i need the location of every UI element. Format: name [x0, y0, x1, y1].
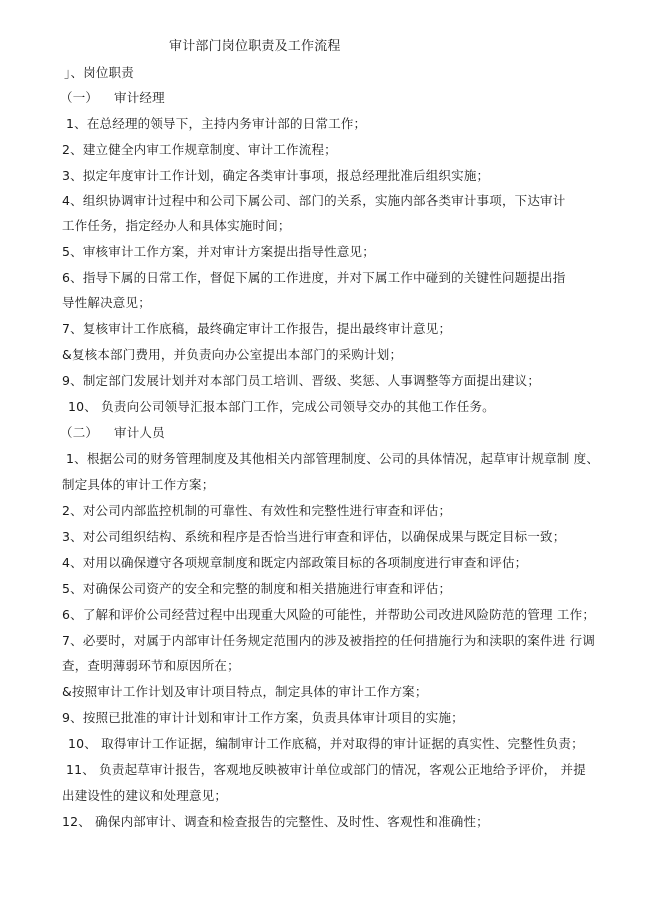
- part1-heading-text: 审计经理: [114, 90, 165, 105]
- part1-item-8: &复核本部门费用，并负责向办公室提出本部门的采购计划；: [62, 347, 403, 362]
- part1-item-4-line2: 工作任务，指定经办人和具体实施时间；: [62, 218, 291, 233]
- part1-item-5: 5、审核审计工作方案，并对审计方案提出指导性意见；: [62, 244, 375, 259]
- part2-item-2: 2、对公司内部监控机制的可靠性、有效性和完整性进行审查和评估；: [62, 503, 452, 518]
- part1-item-4-line1: 4、组织协调审计过程中和公司下属公司、部门的关系，实施内部各类审计事项，下达审计: [62, 193, 566, 208]
- part1-item-1: 1、在总经理的领导下，主持内务审计部的日常工作；: [66, 116, 367, 131]
- part2-item-7-line1: 7、必要时，对属于内部审计任务规定范围内的涉及被指控的任何措施行为和渎职的案件进 行调: [62, 633, 596, 648]
- part2-item-7-line2: 查，查明薄弱环节和原因所在；: [62, 658, 240, 673]
- part1-item-7: 7、复核审计工作底稿，最终确定审计工作报告，提出最终审计意见；: [62, 321, 452, 336]
- part2-item-3: 3、对公司组织结构、系统和程序是否恰当进行审查和评估，以确保成果与既定目标一致；: [62, 529, 566, 544]
- part2-item-6: 6、了解和评价公司经营过程中出现重大风险的可能性，并帮助公司改进风险防范的管理 工作；: [62, 607, 596, 622]
- part2-item-11-line2: 出建设性的建议和处理意见；: [62, 788, 228, 803]
- part1-item-9: 9、制定部门发展计划并对本部门员工培训、晋级、奖惩、人事调整等方面提出建议；: [62, 373, 541, 388]
- part2-item-11-line1: 11、 负责起草审计报告，客观地反映被审计单位或部门的情况，客观公正地给予评价， 并提: [66, 762, 586, 777]
- part1-heading-number: （一）: [60, 90, 99, 105]
- part2-heading-number: （二）: [60, 425, 99, 440]
- part1-item-2: 2、建立健全内审工作规章制度、审计工作流程；: [62, 142, 337, 157]
- part2-item-5: 5、对确保公司资产的安全和完整的制度和相关措施进行审查和评估；: [62, 581, 452, 596]
- part2-item-12: 12、 确保内部审计、调查和检查报告的完整性、及时性、客观性和准确性；: [62, 814, 489, 829]
- part2-item-1-line2: 制定具体的审计工作方案；: [62, 477, 215, 492]
- document-title: 审计部门岗位职责及工作流程: [169, 39, 341, 54]
- part1-item-3: 3、拟定年度审计工作计划，确定各类审计事项，报总经理批准后组织实施；: [62, 168, 490, 183]
- part2-item-8: &按照审计工作计划及审计项目特点，制定具体的审计工作方案；: [62, 684, 428, 699]
- part2-item-9: 9、按照已批准的审计计划和审计工作方案，负责具体审计项目的实施；: [62, 710, 464, 725]
- part2-item-4: 4、对用以确保遵守各项规章制度和既定内部政策目标的各项制度进行审查和评估；: [62, 555, 528, 570]
- part1-item-10: 10、 负责向公司领导汇报本部门工作，完成公司领导交办的其他工作任务。: [68, 399, 495, 414]
- part1-item-6-line1: 6、指导下属的日常工作，督促下属的工作进度，并对下属工作中碰到的关键性问题提出指: [62, 270, 566, 285]
- part2-item-10: 10、 取得审计工作证据，编制审计工作底稿，并对取得的审计证据的真实性、完整性负责；: [68, 736, 584, 751]
- part2-heading-text: 审计人员: [114, 425, 165, 440]
- part2-item-1-line1: 1、根据公司的财务管理制度及其他相关内部管理制度、公司的具体情况，起草审计规章制 度、: [66, 451, 600, 466]
- section-heading: 」、岗位职责: [64, 65, 134, 80]
- part1-item-6-line2: 导性解决意见；: [62, 295, 151, 310]
